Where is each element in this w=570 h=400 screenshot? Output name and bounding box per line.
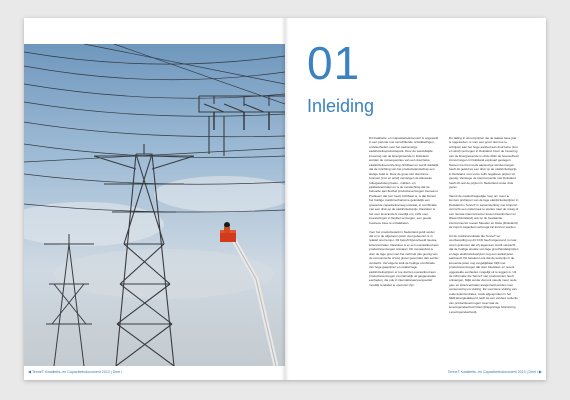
paragraph: Dit Kwaliteits- en Capaciteitsdocument is opgesteld in een periode met verschillende ontwikkelingen, onzekerheden over het toekomstige elektriciteitsproductiepark. Door de wereldwijde invoering van de Energiewende in Duitsland worden de consequenties van een duurzame elektriciteitsvoorziening zichtbaar en wordt duidelijk dat de inrichting van het productielandschap een lastige zaak is. Door de groei van duurzame bronnen (zon en wind) vervangen de klassieke (olie/gas/kolen) basis-, midden- en pieklastcentrales en is de verwachting dat de behoefte aan flexibel productievermogen toeneemt. Probleem dat (om heel) zichtbaar is, is dat binnen het huidige marktmechanisme geleidelijk een groeiende capaciteitsvraag ontstaat, in combinatie met een druk op de elektriciteitsprijs. Daardoor is het voor leveranciers moeilijk om, zelfs voor investeringen in flexibel vermogen, een goede business case te ontwikkelen. [369,136,439,225]
chapter-number: 01 [307,37,361,89]
text-column-2 [449,136,519,319]
paragraph: Uit de marktconsultatie die TenneT ter voorbereiding op dit KCD heeft uitgevoerd, is naar voren gekomen dat vrij algemeen wordt verwacht dat de huidige situatie van lage groothandelsprijzen en lage elektriciteitsprijzen nog een aantal jaren aanhoudt. Dit betekent ook dat de kostprijs in de komende jaren nog vergelijkbaar blijft met productievermogen dat door basislast- en recent opgestelde eenheden mogelijk uit te leggen is. Uit de informatie die TenneT van producenten heeft ontvangen, blijkt verder dat ook steeds meer oude gas- en kolencentrales aangemeld worden voor conservering en sluiting. De voorziene sluiting van oude kolencentrales, zoals afgesproken in het SER-Energieakkoord, leidt tot een verdere reductie van productievermogen meer laat de leveringszekerheid intact (Rapportage Monitoring Leveringszekerheid). [449,233,519,314]
footer-left-text: TenneT Kwaliteits- en Capaciteitsdocument 2013 | Deel I [32,370,123,374]
pylon-illustration [24,44,285,366]
right-page [285,18,546,380]
left-page [24,18,285,380]
paragraph: Voor het productiepark in Nederland geldt verder dat er in de afgelopen jaren veel gebeuren is in relatief snel tempo. Dit betreft bijvoorbeeld nieuwe kolencentrales. Daardoor is er een overaanbod aan productievermogen ontstaan. Dit overaanbod is door de lage groei van het verbruik (als gevolg van de economische crisis) groter geworden dan eerder verwacht. Vervolgens leidt de huidige combinatie van hoge gasprijzen en relatief lage elektriciteitsprijzen er toe dat het overaanbod aan productievermogen voornamelijk uit gasgestookte eenheden, die ook in internationaal perspectief moeilijk rendabel te opereren zijn. [369,229,439,287]
text-column-1 [369,136,439,292]
footer-left [28,369,122,374]
previous-arrow-icon[interactable]: ◀ [28,369,32,374]
paragraph: Vanuit de maatschappelijke roep om meer te kunnen profiteren van de lage elektriciteitsprijzen in Duitsland is TenneT in samenwerking met Amprion verzocht een onderzoek te starten naar de vraag of een nieuwe interconnector tussen Doetinchem en Wesel (Duitsland) ook op de bestaande interconnector tussen Meeden en Diele (Duitsland) de import-capaciteit verhoogd zal kunnen worden. [449,193,519,230]
brochure-spread [24,18,546,380]
power-lines-photo [24,44,285,366]
footer-right [448,369,542,374]
paragraph: De daling in stroomprijzen die de laatste twee jaar is opgetreden, is voor een groot deel toe te schrijven aan het hoge aanbod aan duurzame (zon en wind) vermogen in Duitsland. Door de invoering van de Energiewende is sinds 2011 de hoeveelheid zonvermogen in Duitsland explosief gestegen. Samen met het reeds aanwezige windvermogen heeft dit geleid tot een druk op de elektriciteitsprijs in Duitsland, met soms zelfs negatieve prijzen tot gevolg. Vanwege de interconnectie met Duitsland heeft dit ook de prijzen in Nederland onder druk gezet. [449,136,519,189]
footer-right-text: TenneT Kwaliteits- en Capaciteitsdocument 2013 | Deel I [447,370,538,374]
chapter-title: Inleiding [307,96,375,116]
next-arrow-icon[interactable]: ▶ [538,369,542,374]
